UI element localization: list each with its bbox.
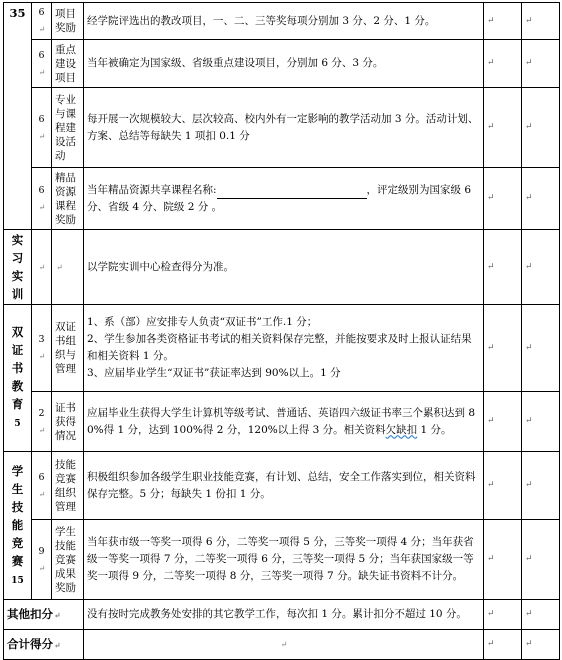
subitem-cell xyxy=(52,40,84,88)
table-row xyxy=(4,305,560,392)
score-cell: 2↵ xyxy=(32,392,52,452)
table-row xyxy=(4,40,560,88)
content-cell xyxy=(84,40,484,88)
category-cell xyxy=(4,452,32,600)
table-row xyxy=(4,392,560,452)
category-score: 35 xyxy=(9,6,26,20)
category-label: 其他扣分 xyxy=(7,607,53,621)
score-value: 6 xyxy=(38,471,45,483)
criteria-line-2: 2、学生参加各类资格证书考试的相关资料保存完整，并能按要求及时上报认证结果和相关资料 1 分。 xyxy=(87,333,472,362)
subitem-cell xyxy=(52,168,84,230)
score-cell: 6↵ xyxy=(32,40,52,88)
self-score-cell xyxy=(484,452,522,520)
category-score: 15 xyxy=(11,575,24,586)
return-mark: ↵ xyxy=(525,639,533,649)
criteria-line-3: 3、应届毕业学生“双证书”获证率达到 90%以上。1 分 xyxy=(87,367,341,379)
score-value: 9 xyxy=(38,545,45,557)
subitem-cell xyxy=(52,230,84,305)
criteria-text: 积极组织参加各级学生职业技能竞赛，有计划、总结，安全工作落实到位，相关资料保存完整。5 分；每缺失 1 份扣 1 分。 xyxy=(87,470,476,500)
self-score-cell xyxy=(484,168,522,230)
category-cell: 合计得分↵ xyxy=(4,630,84,660)
return-mark: ↵ xyxy=(525,122,533,132)
return-mark: ↵ xyxy=(280,640,288,649)
total-input-cell[interactable] xyxy=(84,630,484,660)
category-cell xyxy=(4,305,32,452)
subitem-cell xyxy=(52,452,84,520)
course-name-blank[interactable] xyxy=(217,187,367,199)
table-row xyxy=(4,600,560,630)
final-score-cell xyxy=(522,600,560,630)
final-score-cell xyxy=(522,88,560,168)
final-score-cell xyxy=(522,520,560,600)
subitem-cell xyxy=(52,3,84,40)
criteria-line-1: 1、系（部）应安排专人负责“双证书”工作.1 分； xyxy=(87,316,318,328)
category-label: 合计得分 xyxy=(7,637,53,651)
self-score-cell xyxy=(484,230,522,305)
score-value: 6 xyxy=(38,7,45,18)
category-label: 学生技能竞赛 xyxy=(11,463,24,568)
criteria-text: 经学院评选出的教改项目，一、二、三等奖每项分别加 3 分、2 分、1 分。 xyxy=(87,14,436,27)
return-mark: ↵ xyxy=(525,261,533,272)
subitem-cell xyxy=(52,520,84,600)
category-cell: 其他扣分↵ xyxy=(4,600,84,630)
subitem-label: 证书获得情况 xyxy=(55,401,76,442)
score-cell: 6↵ xyxy=(32,88,52,168)
return-mark: ↵ xyxy=(487,554,495,564)
content-cell xyxy=(84,168,484,230)
category-score: 5 xyxy=(14,419,21,429)
return-mark: ↵ xyxy=(487,416,495,426)
content-cell xyxy=(84,600,484,630)
self-score-cell xyxy=(484,392,522,452)
self-score-cell xyxy=(484,305,522,392)
return-mark: ↵ xyxy=(525,342,533,353)
subitem-label: 专业与课程建设活动 xyxy=(55,93,76,162)
return-mark: ↵ xyxy=(56,262,63,272)
self-score-cell xyxy=(484,520,522,600)
content-cell xyxy=(84,230,484,305)
content-cell xyxy=(84,3,484,40)
score-value: 3 xyxy=(38,334,45,345)
criteria-text: 以学院实训中心检查得分为准。 xyxy=(87,260,234,273)
final-score-cell xyxy=(522,305,560,392)
evaluation-table xyxy=(3,2,560,660)
return-mark: ↵ xyxy=(525,480,533,490)
table-row xyxy=(4,520,560,600)
return-mark: ↵ xyxy=(525,15,533,26)
final-score-cell xyxy=(522,40,560,88)
return-mark: ↵ xyxy=(525,416,533,426)
return-mark: ↵ xyxy=(525,609,533,619)
self-score-cell xyxy=(484,600,522,630)
return-mark: ↵ xyxy=(525,193,533,203)
criteria-text: 应届毕业生获得大学生计算机等级考试、普通话、英语四六级证书率三个累积达到 80%得 1 分，达到 100%得 2 分，120%以上得 3 分。相关资料 xyxy=(87,406,476,436)
return-mark: ↵ xyxy=(487,193,495,203)
return-mark: ↵ xyxy=(525,58,533,68)
final-score-cell xyxy=(522,452,560,520)
category-cell xyxy=(4,230,32,305)
self-score-cell xyxy=(484,3,522,40)
subitem-label: 重点建设项目 xyxy=(55,43,76,84)
content-cell xyxy=(84,305,484,392)
table-row xyxy=(4,3,560,40)
return-mark: ↵ xyxy=(487,342,495,353)
table-row xyxy=(4,452,560,520)
score-cell: 6↵ xyxy=(32,168,52,230)
table-row xyxy=(4,88,560,168)
self-score-cell xyxy=(484,88,522,168)
criteria-text: 没有按时完成教务处安排的其它教学工作，每次扣 1 分。累计扣分不超过 10 分。 xyxy=(87,608,467,620)
return-mark: ↵ xyxy=(487,15,495,26)
content-cell xyxy=(84,520,484,600)
table-row xyxy=(4,230,560,305)
subitem-label: 双证书组织与管理 xyxy=(55,321,76,375)
score-cell: 6↵ xyxy=(32,452,52,520)
content-cell xyxy=(84,392,484,452)
criteria-text: 当年获市级一等奖一项得 6 分，二等奖一项得 5 分，三等奖一项得 4 分；当年获省级一等奖一项得 7 分，二等奖一项得 6 分，三等奖一项得 5 分；当年获国家级一等奖一项得 9 分，二等奖一项得 8 分，三等奖一项得 7 分。缺失证书资料不计分。 xyxy=(87,536,474,582)
return-mark: ↵ xyxy=(487,480,495,490)
self-score-cell xyxy=(484,630,522,660)
criteria-text: 当年被确定为国家级、省级重点建设项目，分别加 6 分、3 分。 xyxy=(87,57,384,69)
score-cell: 9↵ xyxy=(32,520,52,600)
category-cell xyxy=(4,3,32,230)
final-score-cell xyxy=(522,630,560,660)
return-mark: ↵ xyxy=(487,122,495,132)
criteria-text: 每开展一次规模较大、层次较高、校内外有一定影响的教学活动加 3 分。活动计划、方案、总结等每缺失 1 项扣 0.1 分 xyxy=(87,112,479,142)
return-mark: ↵ xyxy=(487,609,495,619)
score-value: 6 xyxy=(38,49,45,61)
content-cell xyxy=(84,452,484,520)
score-value: 6 xyxy=(38,113,45,125)
return-mark: ↵ xyxy=(38,262,46,272)
score-cell xyxy=(32,230,52,305)
return-mark: ↵ xyxy=(487,639,495,649)
criteria-text-continued: 1 分。 xyxy=(417,423,452,436)
criteria-text: 当年精品资源共享课程名称: xyxy=(87,183,217,196)
final-score-cell xyxy=(522,168,560,230)
subitem-label: 学生技能竞赛成果奖励 xyxy=(55,525,76,594)
subitem-label: 项目奖励 xyxy=(55,8,76,34)
return-mark: ↵ xyxy=(525,554,533,564)
subitem-label: 技能竞赛组织管理 xyxy=(55,458,76,513)
content-cell xyxy=(84,88,484,168)
final-score-cell xyxy=(522,392,560,452)
return-mark: ↵ xyxy=(487,261,495,272)
subitem-label: 精品资源课程奖励 xyxy=(55,171,76,226)
final-score-cell xyxy=(522,230,560,305)
table-row xyxy=(4,168,560,230)
self-score-cell xyxy=(484,40,522,88)
return-mark: ↵ xyxy=(487,58,495,68)
score-value: 2 xyxy=(38,407,45,419)
category-label: 双证书教育 xyxy=(11,325,24,411)
spellcheck-underlined-text: 欠缺扣 xyxy=(385,423,418,436)
score-value: 6 xyxy=(38,184,45,196)
subitem-cell xyxy=(52,392,84,452)
subitem-cell xyxy=(52,305,84,392)
criteria-text-continued: ，评定级别为国家级 6 分、省级 4 分、院级 2 分 。 xyxy=(87,183,472,213)
subitem-cell xyxy=(52,88,84,168)
table-row xyxy=(4,630,560,660)
score-cell: 3↵ xyxy=(32,305,52,392)
final-score-cell xyxy=(522,3,560,40)
score-cell: 6↵ xyxy=(32,3,52,40)
category-label: 实习实训 xyxy=(11,233,24,301)
